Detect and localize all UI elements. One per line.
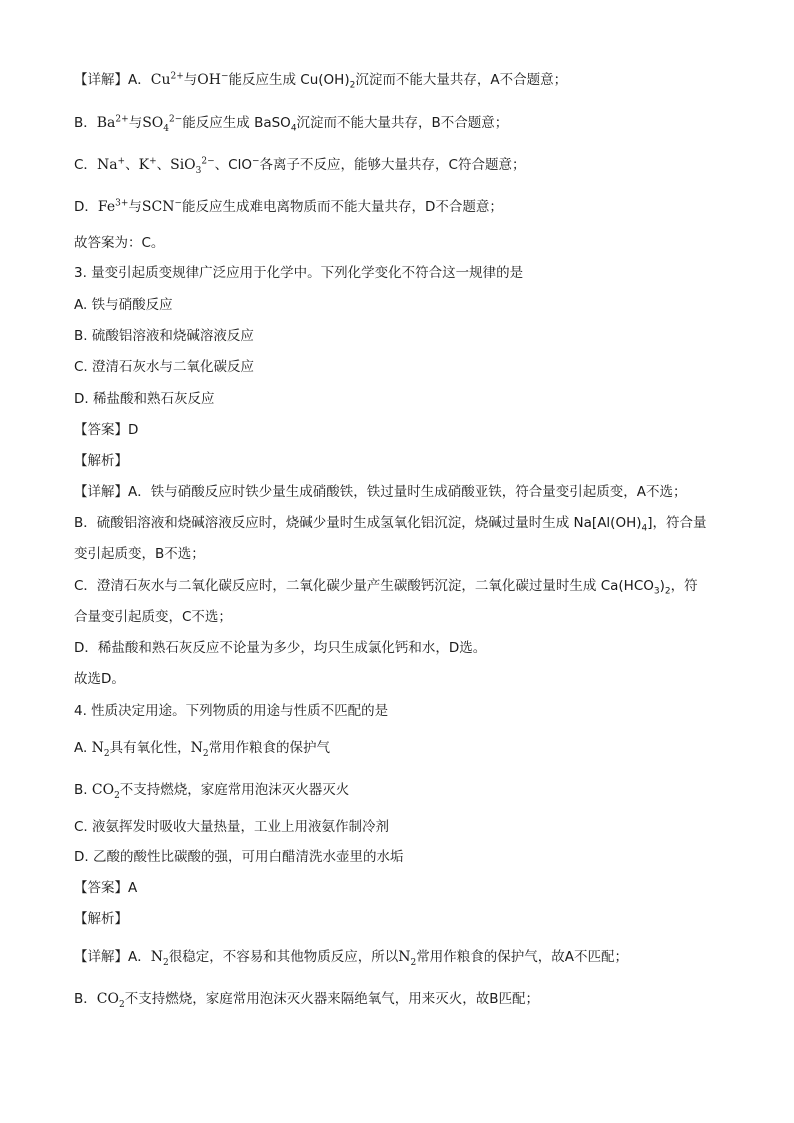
- explanation-line-b: B．$Ba^{2+}$与$SO_4^{2-}$能反应生成 BaSO$_4$沉淀而不能大量共存，B不合题意；: [74, 114, 509, 134]
- explanation-q4-a: 【详解】A．$N_2$很稳定，不容易和其他物质反应，所以$N_2$常用作粮食的保护气，故A不匹配；: [74, 949, 628, 968]
- k-ion: K+: [138, 156, 157, 173]
- answer-label: 【答案】D: [74, 422, 139, 438]
- scn-ion: SCN−: [141, 198, 183, 215]
- oh-ion: OH−: [197, 71, 229, 88]
- question-3-option-c: C. 澄清石灰水与二氧化碳反应: [74, 359, 255, 375]
- question-4-stem: 4. 性质决定用途。下列物质的用途与性质不匹配的是: [74, 703, 389, 719]
- question-4-option-a: A. $N_2$具有氧化性，$N_2$常用作粮食的保护气: [74, 740, 331, 759]
- cu-ion: $Cu^{2+}$: [150, 71, 184, 88]
- question-3-option-d: D. 稀盐酸和熟石灰反应: [74, 391, 215, 407]
- explanation-line-a: 【详解】A．$Cu^{2+}$与OH−能反应生成 $Cu(OH)_2$沉淀而不能大量共存，A不合题意；: [74, 71, 568, 91]
- question-4-option-d: D. 乙酸的酸性比碳酸的强，可用白醋清洗水壶里的水垢: [74, 849, 404, 865]
- ba-ion: $Ba^{2+}$: [96, 114, 129, 131]
- explanation-q3-c: C．澄清石灰水与二氧化碳反应时，二氧化碳少量产生碳酸钙沉淀，二氧化碳过量时生成 $Ca(HCO_3)_2$，符: [74, 578, 698, 597]
- explanation-q3-c-cont: 合量变引起质变，C不选；: [74, 609, 232, 625]
- explanation-q4-b: B．$CO_2$不支持燃烧，家庭常用泡沫灭火器来隔绝氧气，用来灭火，故B匹配；: [74, 991, 539, 1010]
- text-span: 【详解】A．: [74, 72, 151, 88]
- question-4-option-b: B. $CO_2$不支持燃烧，家庭常用泡沫灭火器灭火: [74, 782, 350, 801]
- question-3-option-a: A. 铁与硝酸反应: [74, 297, 173, 313]
- analysis-label-q4: 【解析】: [74, 911, 128, 927]
- analysis-label: 【解析】: [74, 453, 128, 469]
- answer-label-q4: 【答案】A: [74, 880, 138, 896]
- sio3-ion: SiO$_3^{2-}$: [170, 156, 215, 176]
- explanation-q3-b: B．硫酸铝溶液和烧碱溶液反应时，烧碱少量时生成氢氧化铝沉淀，烧碱过量时生成 $Na[Al(OH)_4]$，符合量: [74, 515, 707, 534]
- so4-ion: $SO_4^{2-}$: [142, 114, 183, 134]
- fe-ion: $Fe^{3+}$: [97, 198, 129, 215]
- na-ion: Na+: [96, 156, 126, 173]
- explanation-q3-a: 【详解】A．铁与硝酸反应时铁少量生成硝酸铁，铁过量时生成硝酸亚铁，符合量变引起质变，A不选；: [74, 484, 687, 500]
- explanation-q3-b-cont: 变引起质变，B不选；: [74, 546, 205, 562]
- explanation-q3-d: D．稀盐酸和熟石灰反应不论量为多少，均只生成氯化钙和水，D选。: [74, 640, 487, 656]
- answer-conclusion-q3: 故选D。: [74, 671, 125, 687]
- question-4-option-c: C. 液氨挥发时吸收大量热量，工业上用液氨作制冷剂: [74, 819, 390, 835]
- question-3-stem: 3. 量变引起质变规律广泛应用于化学中。下列化学变化不符合这一规律的是: [74, 265, 524, 281]
- answer-conclusion: 故答案为：C。: [74, 235, 165, 251]
- explanation-line-c: C．Na+、K+、SiO$_3^{2-}$、ClO−各离子不反应，能够大量共存，C符合题意；: [74, 156, 526, 176]
- explanation-line-d: D．$Fe^{3+}$与SCN−能反应生成难电离物质而不能大量共存，D不合题意；: [74, 198, 503, 215]
- question-3-option-b: B. 硫酸铝溶液和烧碱溶液反应: [74, 328, 254, 344]
